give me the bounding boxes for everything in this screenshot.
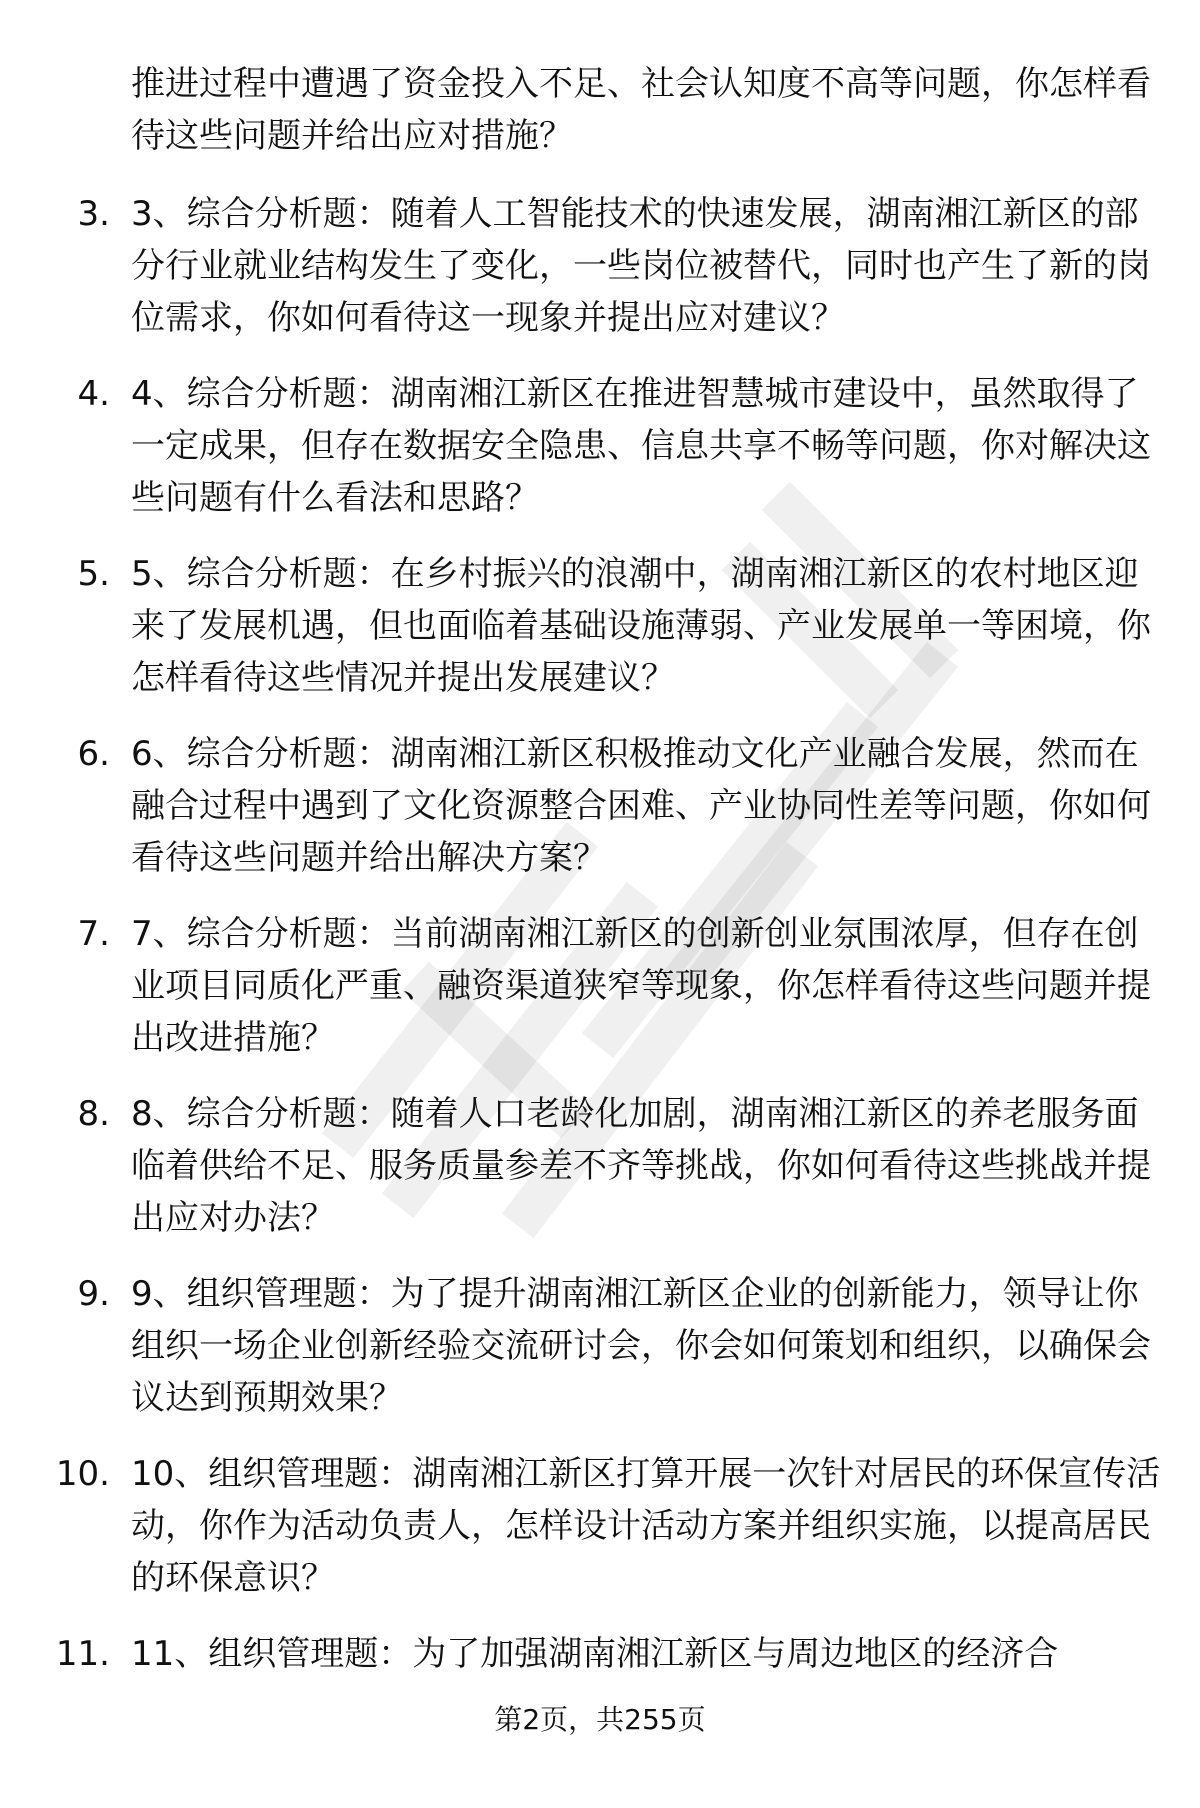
item-text: 10、组织管理题：湖南湘江新区打算开展一次针对居民的环保宣传活动，你作为活动负责人，怎样设计活动方案并组织实施，以提高居民的环保意识？ [131,1454,1161,1598]
item-number: 9. [77,1274,110,1314]
list-item [0,548,1200,728]
item-number: 3. [77,194,110,234]
item-number: 4. [77,374,110,414]
list-item [0,728,1200,908]
item-text: 11、组织管理题：为了加强湖南湘江新区与周边地区的经济合 [131,1634,1059,1674]
item-text: 4、综合分析题：湖南湘江新区在推进智慧城市建设中，虽然取得了一定成果，但存在数据安全隐患、信息共享不畅等问题，你对解决这些问题有什么看法和思路？ [131,374,1151,518]
item-text: 3、综合分析题：随着人工智能技术的快速发展，湖南湘江新区的部分行业就业结构发生了变化，一些岗位被替代，同时也产生了新的岗位需求，你如何看待这一现象并提出应对建议？ [131,194,1151,338]
item-number: 7. [77,914,110,954]
item-number: 5. [77,554,110,594]
list-item [0,1268,1200,1448]
list-item [0,368,1200,548]
continuation-paragraph: 推进过程中遭遇了资金投入不足、社会认知度不高等问题，你怎样看待这些问题并给出应对措施？ [131,64,1151,156]
item-number: 11. [55,1634,110,1674]
list-item [0,908,1200,1088]
item-number: 6. [77,734,110,774]
page-footer: 第2页，共255页 [494,1703,706,1736]
item-number: 10. [55,1454,110,1494]
list-item [0,1088,1200,1268]
item-text: 6、综合分析题：湖南湘江新区积极推动文化产业融合发展，然而在融合过程中遇到了文化资源整合困难、产业协同性差等问题，你如何看待这些问题并给出解决方案？ [131,734,1151,878]
item-text: 8、综合分析题：随着人口老龄化加剧，湖南湘江新区的养老服务面临着供给不足、服务质量参差不齐等挑战，你如何看待这些挑战并提出应对办法？ [131,1094,1151,1238]
question-list [0,188,1200,1808]
item-text: 5、综合分析题：在乡村振兴的浪潮中，湖南湘江新区的农村地区迎来了发展机遇，但也面临着基础设施薄弱、产业发展单一等困境，你怎样看待这些情况并提出发展建议？ [131,554,1151,698]
item-text: 7、综合分析题：当前湖南湘江新区的创新创业氛围浓厚，但存在创业项目同质化严重、融资渠道狭窄等现象，你怎样看待这些问题并提出改进措施？ [131,914,1151,1058]
list-item [0,1448,1200,1628]
item-number: 8. [77,1094,110,1134]
list-item [0,188,1200,368]
item-text: 9、组织管理题：为了提升湖南湘江新区企业的创新能力，领导让你组织一场企业创新经验交流研讨会，你会如何策划和组织，以确保会议达到预期效果？ [131,1274,1151,1418]
